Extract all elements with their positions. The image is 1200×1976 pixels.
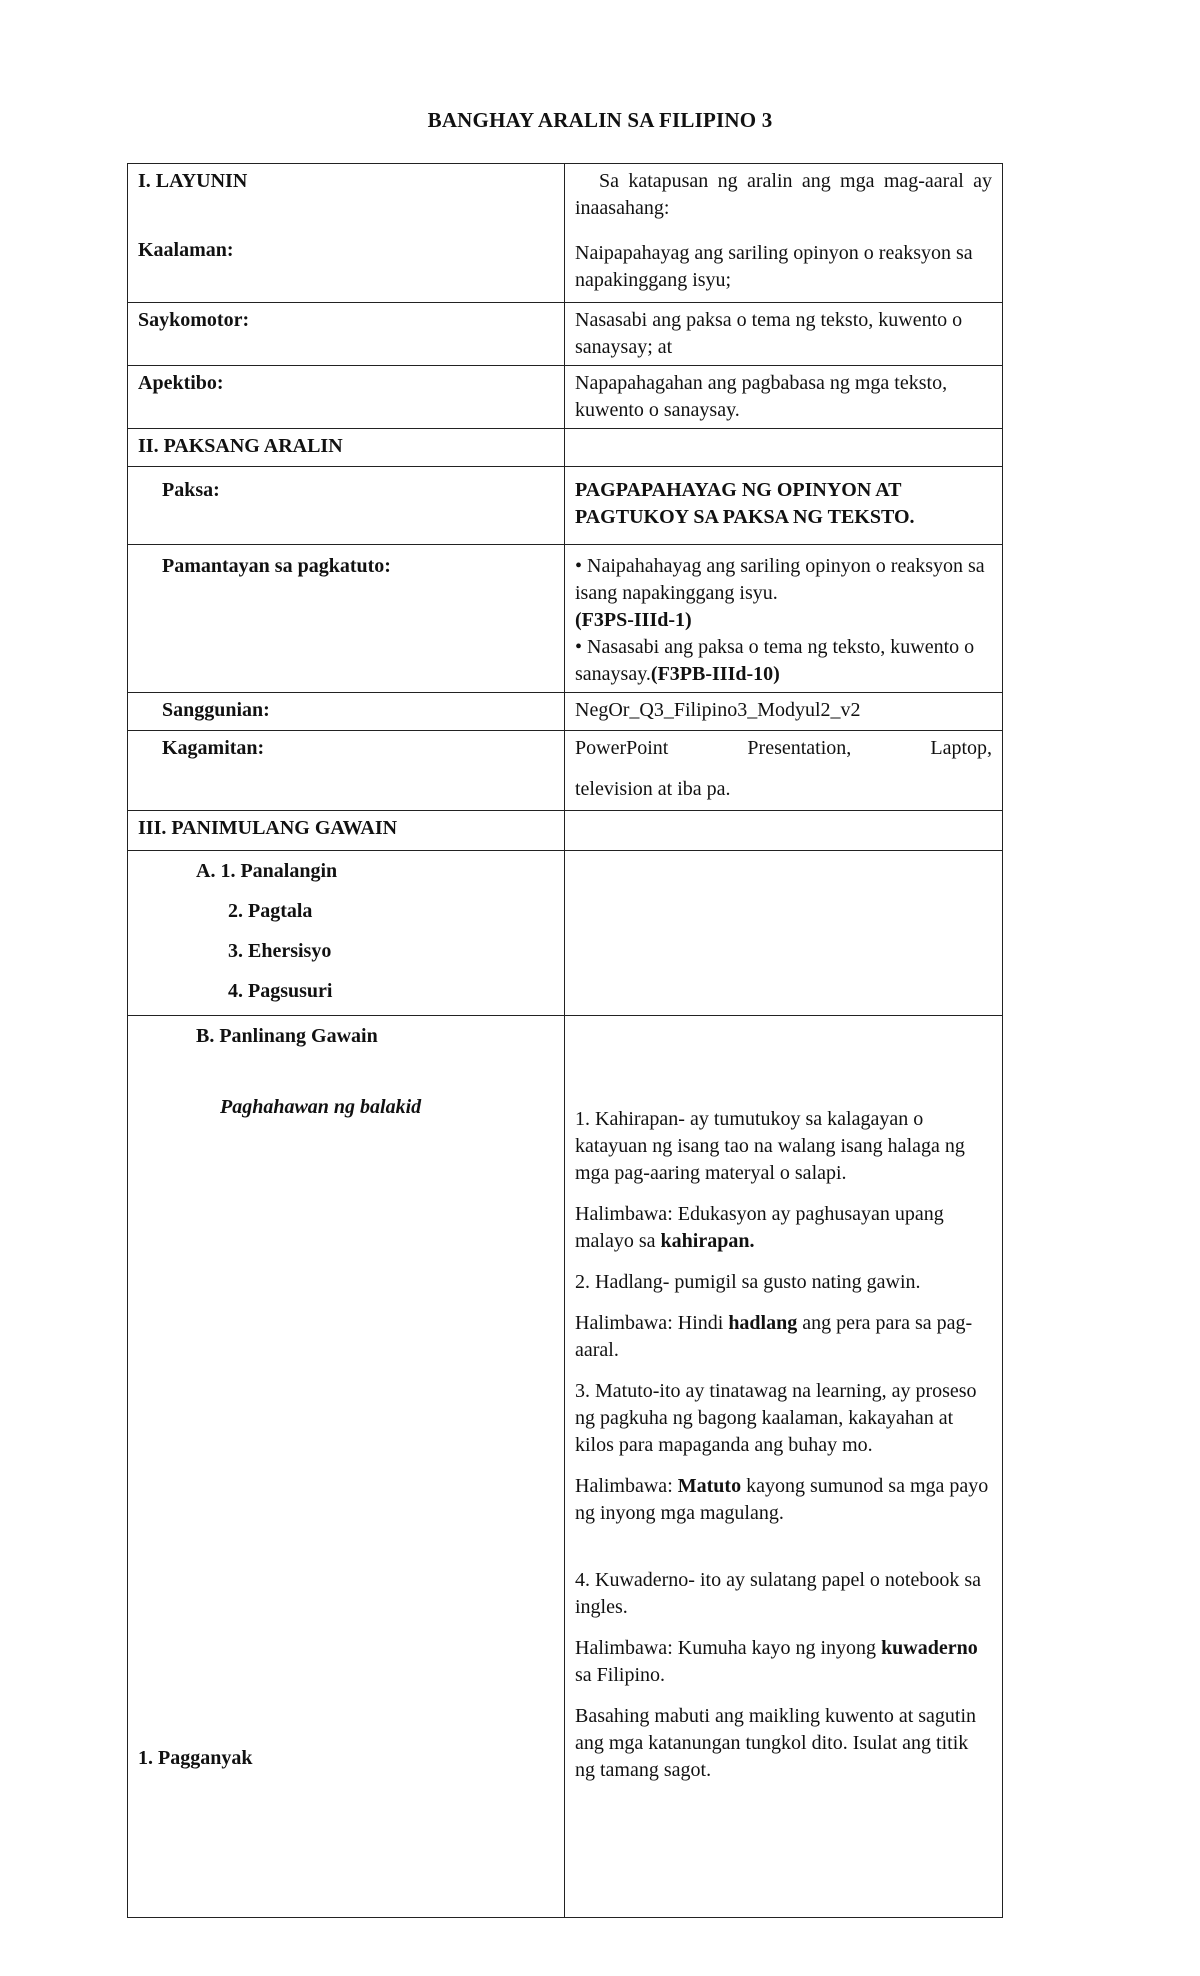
layunin-intro: Sa katapusan ng aralin ang mga mag-aaral ay inaasahang: <box>575 170 992 219</box>
panimulang-gawain-heading: III. PANIMULANG GAWAIN <box>128 811 565 851</box>
cell-paksa-label <box>128 467 565 545</box>
paghahawan-label: Paghahawan ng balakid <box>220 1096 422 1118</box>
row-kagamitan <box>128 731 1003 811</box>
cell-sanggunian-label <box>128 693 565 731</box>
cell-panlinang-left <box>128 1016 565 1918</box>
sanggunian-label: Sanggunian: <box>162 699 270 721</box>
word-4-definition: 4. Kuwaderno- ito ay sulatang papel o notebook sa ingles. <box>575 1569 982 1618</box>
layunin-heading: I. LAYUNIN <box>138 170 248 192</box>
row-panimulang-gawain <box>128 811 1003 851</box>
word-2-example: Halimbawa: Hindi hadlang ang pera para sa pag-aaral. <box>575 1312 973 1361</box>
kagamitan-line1: PowerPoint Presentation, Laptop, <box>575 737 992 759</box>
cell-layunin-text <box>565 164 1003 303</box>
cell-kagamitan-label <box>128 731 565 811</box>
paksang-aralin-heading: II. PAKSANG ARALIN <box>128 429 565 467</box>
row-layunin <box>128 164 1003 303</box>
list-item: 3. Ehersisyo <box>228 940 332 962</box>
cell-pamantayan-text <box>565 545 1003 693</box>
list-item: 2. Pagtala <box>228 900 313 922</box>
cell-talasalitaan <box>565 1016 1003 1918</box>
panlinang-label: B. Panlinang Gawain <box>196 1025 378 1047</box>
row-paksa <box>128 467 1003 545</box>
document-title: BANGHAY ARALIN SA FILIPINO 3 <box>427 108 773 132</box>
saykomotor-label: Saykomotor: <box>128 303 565 366</box>
word-3-example: Halimbawa: Matuto kayong sumunod sa mga payo ng inyong mga magulang. <box>575 1475 989 1524</box>
cell-paksa-text <box>565 467 1003 545</box>
apektibo-text: Napapahagahan ang pagbabasa ng mga teksto, kuwento o sanaysay. <box>565 366 1003 429</box>
word-2-definition: 2. Hadlang- pumigil sa gusto nating gawin. <box>575 1271 921 1293</box>
word-4-example: Halimbawa: Kumuha kayo ng inyong kuwaderno sa Filipino. <box>575 1637 978 1686</box>
row-saykomotor <box>128 303 1003 366</box>
pagganyak-label: 1. Pagganyak <box>138 1747 253 1769</box>
saykomotor-text: Nasasabi ang paksa o tema ng teksto, kuwento o sanaysay; at <box>565 303 1003 366</box>
list-item: A. 1. Panalangin <box>196 860 338 882</box>
cell-panimulang-items <box>128 851 565 1016</box>
kaalaman-label: Kaalaman: <box>138 239 234 261</box>
kagamitan-label: Kagamitan: <box>162 737 265 759</box>
kaalaman-text: Naipapahayag ang sariling opinyon o reaksyon sa napakinggang isyu; <box>575 242 973 291</box>
word-1-definition: 1. Kahirapan- ay tumutukoy sa kalagayan o katayuan ng isang tao na walang isang halaga ng mga pag-aaring materyal o salapi. <box>575 1108 965 1184</box>
row-paksang-aralin <box>128 429 1003 467</box>
paksa-text: PAGPAPAHAYAG NG OPINYON AT PAGTUKOY SA PAKSA NG TEKSTO. <box>575 479 915 528</box>
reading-instruction: Basahing mabuti ang maikling kuwento at sagutin ang mga katanungan tungkol dito. Isulat ang titik ng tamang sagot. <box>575 1705 977 1781</box>
row-panlinang <box>128 1016 1003 1918</box>
row-panimulang-items <box>128 851 1003 1016</box>
cell-layunin-label <box>128 164 565 303</box>
apektibo-label: Apektibo: <box>128 366 565 429</box>
paksa-label: Paksa: <box>162 479 220 501</box>
kagamitan-line2: television at iba pa. <box>575 778 731 800</box>
pamantayan-label: Pamantayan sa pagkatuto: <box>162 555 391 577</box>
row-apektibo <box>128 366 1003 429</box>
pamantayan-1: • Naipahahayag ang sariling opinyon o reaksyon sa isang napakinggang isyu. <box>575 555 985 604</box>
pamantayan-2: • Nasasabi ang paksa o tema ng teksto, kuwento o sanaysay.(F3PB-IIId-10) <box>575 636 975 685</box>
lesson-plan-table <box>127 163 1003 1918</box>
pamantayan-2-code: (F3PB-IIId-10) <box>650 663 780 685</box>
sanggunian-text: NegOr_Q3_Filipino3_Modyul2_v2 <box>565 693 1003 731</box>
word-3-definition: 3. Matuto-ito ay tinatawag na learning, ay proseso ng pagkuha ng bagong kaalaman, kakayahan at kilos para mapaganda ang buhay mo. <box>575 1380 977 1456</box>
row-pamantayan <box>128 545 1003 693</box>
word-1-example: Halimbawa: Edukasyon ay paghusayan upang malayo sa kahirapan. <box>575 1203 944 1252</box>
cell-kagamitan-text <box>565 731 1003 811</box>
cell-pamantayan-label <box>128 545 565 693</box>
row-sanggunian <box>128 693 1003 731</box>
list-item: 4. Pagsusuri <box>228 980 333 1002</box>
pamantayan-1-code: (F3PS-IIId-1) <box>575 609 692 631</box>
